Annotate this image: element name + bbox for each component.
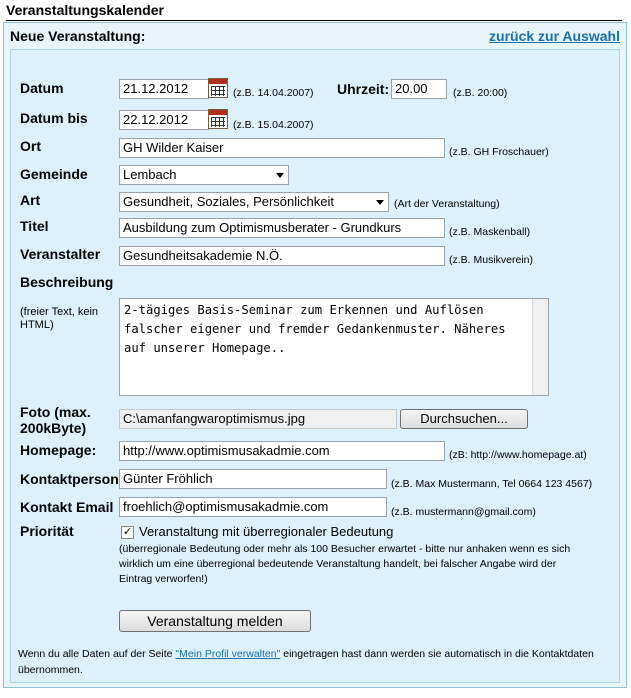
ort-label: Ort <box>20 138 41 154</box>
beschreibung-line: 2-tägiges Basis-Seminar zum Erkennen und Auflösen <box>124 303 484 317</box>
kontaktperson-hint: (z.B. Max Mustermann, Tel 0664 123 4567) <box>391 478 593 490</box>
textarea-scrollbar[interactable] <box>532 299 548 395</box>
uhrzeit-hint: (z.B. 20:00) <box>453 87 508 99</box>
chevron-down-icon <box>376 200 384 205</box>
veranstalter-label: Veranstalter <box>20 246 101 262</box>
titel-hint: (z.B. Maskenball) <box>449 226 531 238</box>
submit-button[interactable]: Veranstaltung melden <box>119 610 311 632</box>
form-panel <box>3 22 627 688</box>
ort-input[interactable]: GH Wilder Kaiser <box>119 138 445 158</box>
beschreibung-line: auf unserer Homepage.. <box>124 341 286 355</box>
art-hint: (Art der Veranstaltung) <box>394 198 500 210</box>
titel-label: Titel <box>20 218 49 234</box>
beschreibung-line: falscher eigener und fremder Gedankenmuster. Näheres <box>124 322 506 336</box>
ort-hint: (z.B. GH Froschauer) <box>449 146 549 158</box>
gemeinde-value: Lembach <box>123 167 177 182</box>
chevron-down-icon <box>276 173 284 178</box>
uhrzeit-input[interactable]: 20.00 <box>391 79 447 99</box>
datum-bis-label: Datum bis <box>20 110 88 126</box>
prioritaet-label: Priorität <box>20 523 74 539</box>
page-title: Veranstaltungskalender <box>6 2 622 21</box>
uhrzeit-label: Uhrzeit: <box>337 81 390 97</box>
beschreibung-textarea[interactable] <box>119 298 549 396</box>
kontaktperson-input[interactable]: Günter Fröhlich <box>119 469 387 489</box>
calendar-icon[interactable] <box>208 109 228 129</box>
prioritaet-checkbox[interactable]: ✓ <box>122 526 133 538</box>
prioritaet-checkbox-label: Veranstaltung mit überregionaler Bedeutung <box>139 524 394 539</box>
art-label: Art <box>20 192 41 208</box>
beschreibung-label: Beschreibung <box>20 274 114 290</box>
gemeinde-label: Gemeinde <box>20 166 88 182</box>
beschreibung-sublabel: (freier Text, kein HTML) <box>20 306 99 331</box>
veranstalter-input[interactable]: Gesundheitsakademie N.Ö. <box>119 246 445 266</box>
foto-label-line: 200kByte) <box>20 420 87 436</box>
profile-link[interactable]: "Mein Profil verwalten" <box>175 648 281 660</box>
datum-bis-input[interactable]: 22.12.2012 <box>119 110 209 130</box>
footer-note <box>18 646 608 678</box>
art-select[interactable] <box>119 192 389 212</box>
homepage-input[interactable]: http://www.optimismusakadmie.com <box>119 441 445 461</box>
homepage-label: Homepage: <box>20 442 97 458</box>
form-area <box>10 49 620 683</box>
titel-input[interactable]: Ausbildung zum Optimismusberater - Grundkurs <box>119 218 445 238</box>
art-value: Gesundheit, Soziales, Persönlichkeit <box>123 194 335 209</box>
datum-hint: (z.B. 14.04.2007) <box>233 87 314 99</box>
datum-bis-hint: (z.B. 15.04.2007) <box>233 119 314 131</box>
footer-text: Wenn du alle Daten auf der Seite <box>18 648 176 660</box>
back-link[interactable]: zurück zur Auswahl <box>489 28 620 44</box>
kontaktperson-label: Kontaktperson <box>20 471 119 487</box>
footer-text: eingetragen hast dann werden sie automatisch in die Kontaktdaten übernommen. <box>18 648 594 676</box>
section-title: Neue Veranstaltung: <box>10 28 146 44</box>
kontakt-email-input[interactable]: froehlich@optimismusakadmie.com <box>119 497 387 517</box>
calendar-icon[interactable] <box>208 78 228 98</box>
datum-input[interactable]: 21.12.2012 <box>119 79 209 99</box>
browse-button[interactable]: Durchsuchen... <box>400 409 528 429</box>
foto-label-line: Foto (max. <box>20 404 91 420</box>
foto-label <box>20 404 91 436</box>
foto-file-input[interactable]: C:\amanfangwaroptimismus.jpg <box>119 409 397 429</box>
datum-label: Datum <box>20 80 64 96</box>
kontakt-email-label: Kontakt Email <box>20 499 114 515</box>
gemeinde-select[interactable] <box>119 165 289 185</box>
kontakt-email-hint: (z.B. mustermann@gmail.com) <box>391 506 536 518</box>
prioritaet-note: (überregionale Bedeutung oder mehr als 100 Besucher erwartet - bitte nur anhaken wenn es sich wirklich um eine überregional bedeutende Veranstaltung handelt, bei falscher Angabe wird der Eintrag verworfen!) <box>119 543 571 585</box>
homepage-hint: (zB: http://www.homepage.at) <box>449 449 587 461</box>
veranstalter-hint: (z.B. Musikverein) <box>449 254 534 266</box>
